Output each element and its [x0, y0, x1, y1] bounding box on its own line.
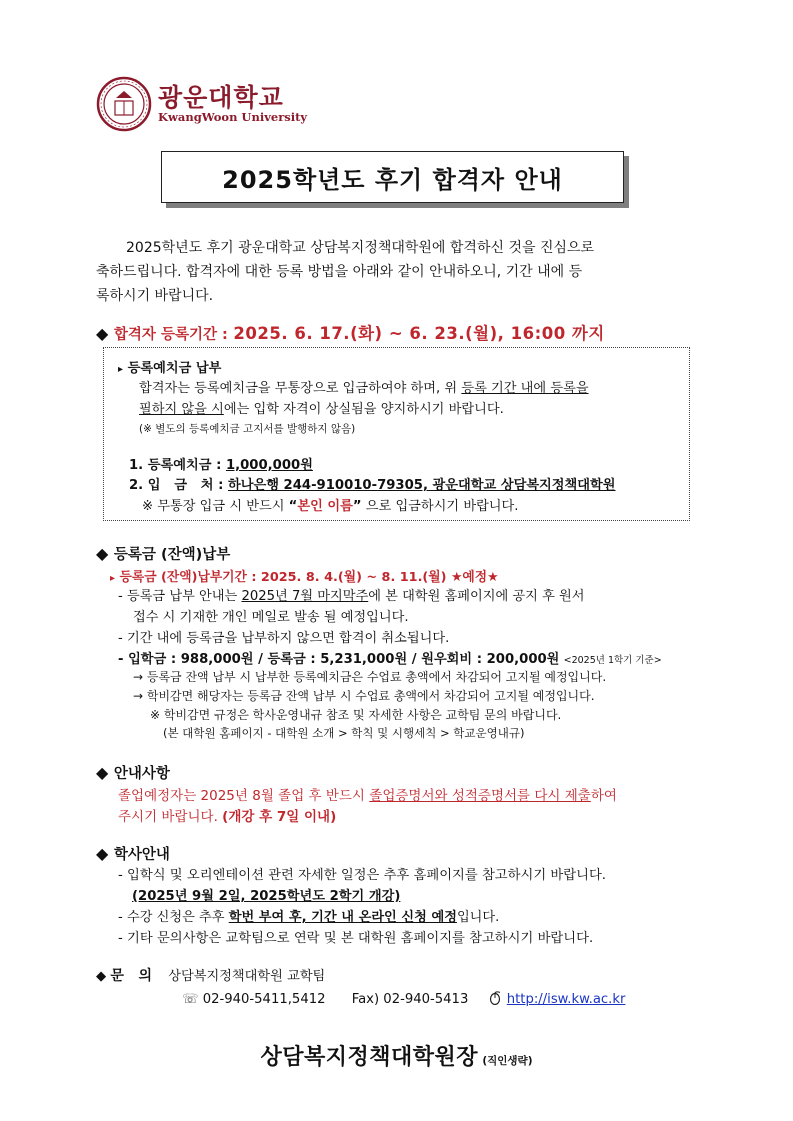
university-seal-icon [96, 76, 152, 132]
diamond-bullet-icon: ◆ [96, 969, 107, 984]
tuition-line-1 [118, 585, 584, 604]
notice-line-2a: 주시기 바랍니다. [118, 809, 223, 825]
notice-line-1 [118, 784, 617, 804]
intro-line-1: 2025학년도 후기 광운대학교 상담복지정책대학원에 합격하신 것을 진심으로 [126, 240, 595, 256]
triangle-marker-icon: ▸ [118, 364, 124, 375]
contact-row [96, 965, 325, 985]
deposit-account-label: 2. 입 금 처 : [129, 478, 224, 493]
contact-phone: 02-940-5411,5412 [202, 992, 326, 1007]
deposit-heading-text: 등록예치금 납부 [127, 361, 222, 376]
tuition-line-1b: 2025년 7월 마지막주 [241, 589, 369, 604]
website-link[interactable]: http://isw.kw.ac.kr [506, 992, 626, 1007]
tuition-fees-basis: <2025년 1학기 기준> [563, 655, 662, 666]
deposit-amount [129, 454, 313, 473]
deposit-line-2 [139, 398, 504, 417]
intro-paragraph [96, 236, 700, 308]
university-name-en: KwangWoon University [158, 110, 308, 124]
intro-line-3: 록하시기 바랍니다. [96, 288, 214, 304]
deposit-line-1-underlined: 등록 기간 내에 등록을 [461, 381, 589, 396]
contact-label: 문 의 [110, 968, 153, 984]
tuition-period [110, 566, 499, 585]
academic-line-3a: - 수강 신청은 추후 [118, 910, 229, 925]
diamond-bullet-icon: ◆ [96, 544, 109, 563]
tuition-line-1c: 에 본 대학원 홈페이지에 공지 후 원서 [368, 589, 585, 604]
deposit-note: (※ 별도의 등록예치금 고지서를 발행하지 않음) [139, 423, 356, 435]
section-tuition [96, 543, 230, 564]
deposit-warning-quote-open: “ [288, 499, 298, 514]
notice-line-1b: 졸업증명서와 성적증명서를 다시 제출 [369, 788, 591, 804]
deposit-line-2-text: 에는 입학 자격이 상실됨을 양지하시기 바랍니다. [223, 402, 504, 417]
tuition-fees [118, 648, 662, 667]
tuition-title: 등록금 (잔액)납부 [113, 547, 231, 563]
academic-line-3b: 학번 부여 후, 기간 내 온라인 신청 예정 [228, 910, 457, 925]
diamond-bullet-icon: ◆ [96, 844, 109, 863]
notice-line-2 [118, 805, 336, 825]
intro-line-2: 축하드립니다. 합격자에 대한 등록 방법을 아래와 같이 안내하오니, 기간 내에 등 [96, 264, 583, 280]
tuition-period-text: 등록금 (잔액)납부기간 : 2025. 8. 4.(월) ~ 8. 11.(월) ★예정★ [119, 570, 499, 585]
deposit-line-1 [139, 377, 589, 396]
signature-dean: 상담복지정책대학원장 [260, 1045, 479, 1070]
academic-line-2: (2025년 9월 2일, 2025학년도 2학기 개강) [132, 889, 401, 904]
title-box [161, 151, 624, 203]
tuition-arrow-2: → 학비감면 해당자는 등록금 잔액 납부 시 수업료 총액에서 차감되어 고지될 예정입니다. [133, 689, 595, 703]
academic-line-4: - 기타 문의사항은 교학팀으로 연락 및 본 대학원 홈페이지를 참고하시기 바랍니다. [118, 931, 594, 946]
contact-details [182, 991, 625, 1007]
deposit-line-1-text: 합격자는 등록예치금을 무통장으로 입금하여야 하며, 위 [139, 381, 462, 396]
university-logo [96, 76, 308, 136]
registration-period-label: 합격자 등록기간 : [113, 327, 228, 343]
signature-seal-note: (직인생략) [482, 1055, 533, 1067]
deposit-account-value: 하나은행 244-910010-79305, 광운대학교 상담복지정책대학원 [228, 478, 616, 493]
university-name-ko: 광운대학교 [158, 83, 284, 112]
deposit-warning-name: 본인 이름 [297, 499, 353, 514]
section-registration-period [96, 320, 605, 344]
tuition-note-1: ※ 학비감면 규정은 학사운영내규 참조 및 자세한 사항은 교학팀 문의 바랍니다. [150, 708, 562, 722]
tuition-fees-text: - 입학금 : 988,000원 / 등록금 : 5,231,000원 / 원우회비 : 200,000원 [118, 652, 560, 667]
deposit-warning [142, 495, 518, 514]
triangle-marker-icon: ▸ [110, 573, 116, 584]
academic-title: 학사안내 [113, 847, 170, 863]
page-title: 2025학년도 후기 합격자 안내 [222, 165, 563, 194]
deposit-line-2-underlined: 필하지 않을 시 [139, 402, 224, 417]
registration-period-value: 2025. 6. 17.(화) ~ 6. 23.(월), 16:00 까지 [233, 324, 605, 343]
diamond-bullet-icon: ◆ [96, 763, 109, 782]
mouse-icon [487, 991, 503, 1005]
deposit-warning-quote-close: ” [352, 499, 362, 514]
notice-line-1a: 졸업예정자는 2025년 8월 졸업 후 반드시 [118, 788, 370, 804]
deposit-account [129, 474, 616, 493]
tuition-line-3: - 기간 내에 등록금을 납부하지 않으면 합격이 취소됩니다. [118, 631, 450, 646]
deposit-heading [118, 357, 221, 376]
signature [0, 1040, 793, 1071]
academic-line-3 [118, 906, 499, 925]
notice-line-1c: 하여 [590, 788, 617, 804]
academic-line-3c: 입니다. [456, 910, 500, 925]
tuition-line-2: 접수 시 기재한 개인 메일로 발송 될 예정입니다. [133, 610, 409, 625]
deposit-warning-tail: 으로 입금하시기 바랍니다. [361, 499, 519, 514]
tuition-line-1a: - 등록금 납부 안내는 [118, 589, 242, 604]
deposit-warning-text: ※ 무통장 입금 시 반드시 [142, 499, 289, 514]
contact-dept: 상담복지정책대학원 교학팀 [168, 969, 326, 984]
deposit-amount-value: 1,000,000원 [225, 458, 313, 473]
section-notice [96, 762, 170, 783]
contact-fax: Fax) 02-940-5413 [351, 992, 469, 1007]
diamond-bullet-icon: ◆ [96, 324, 109, 343]
phone-icon: ☏ [182, 992, 199, 1007]
notice-title: 안내사항 [113, 766, 170, 782]
section-academic [96, 843, 170, 864]
deposit-amount-label: 1. 등록예치금 : [129, 458, 222, 473]
tuition-note-2: (본 대학원 홈페이지 - 대학원 소개 > 학칙 및 시행세칙 > 학교운영내규) [163, 726, 525, 740]
academic-line-1: - 입학식 및 오리엔테이션 관련 자세한 일정은 추후 홈페이지를 참고하시기 바랍니다. [118, 868, 607, 883]
notice-line-2b: (개강 후 7일 이내) [222, 809, 337, 825]
tuition-arrow-1: → 등록금 잔액 납부 시 납부한 등록예치금은 수업료 총액에서 차감되어 고지될 예정입니다. [133, 670, 607, 684]
